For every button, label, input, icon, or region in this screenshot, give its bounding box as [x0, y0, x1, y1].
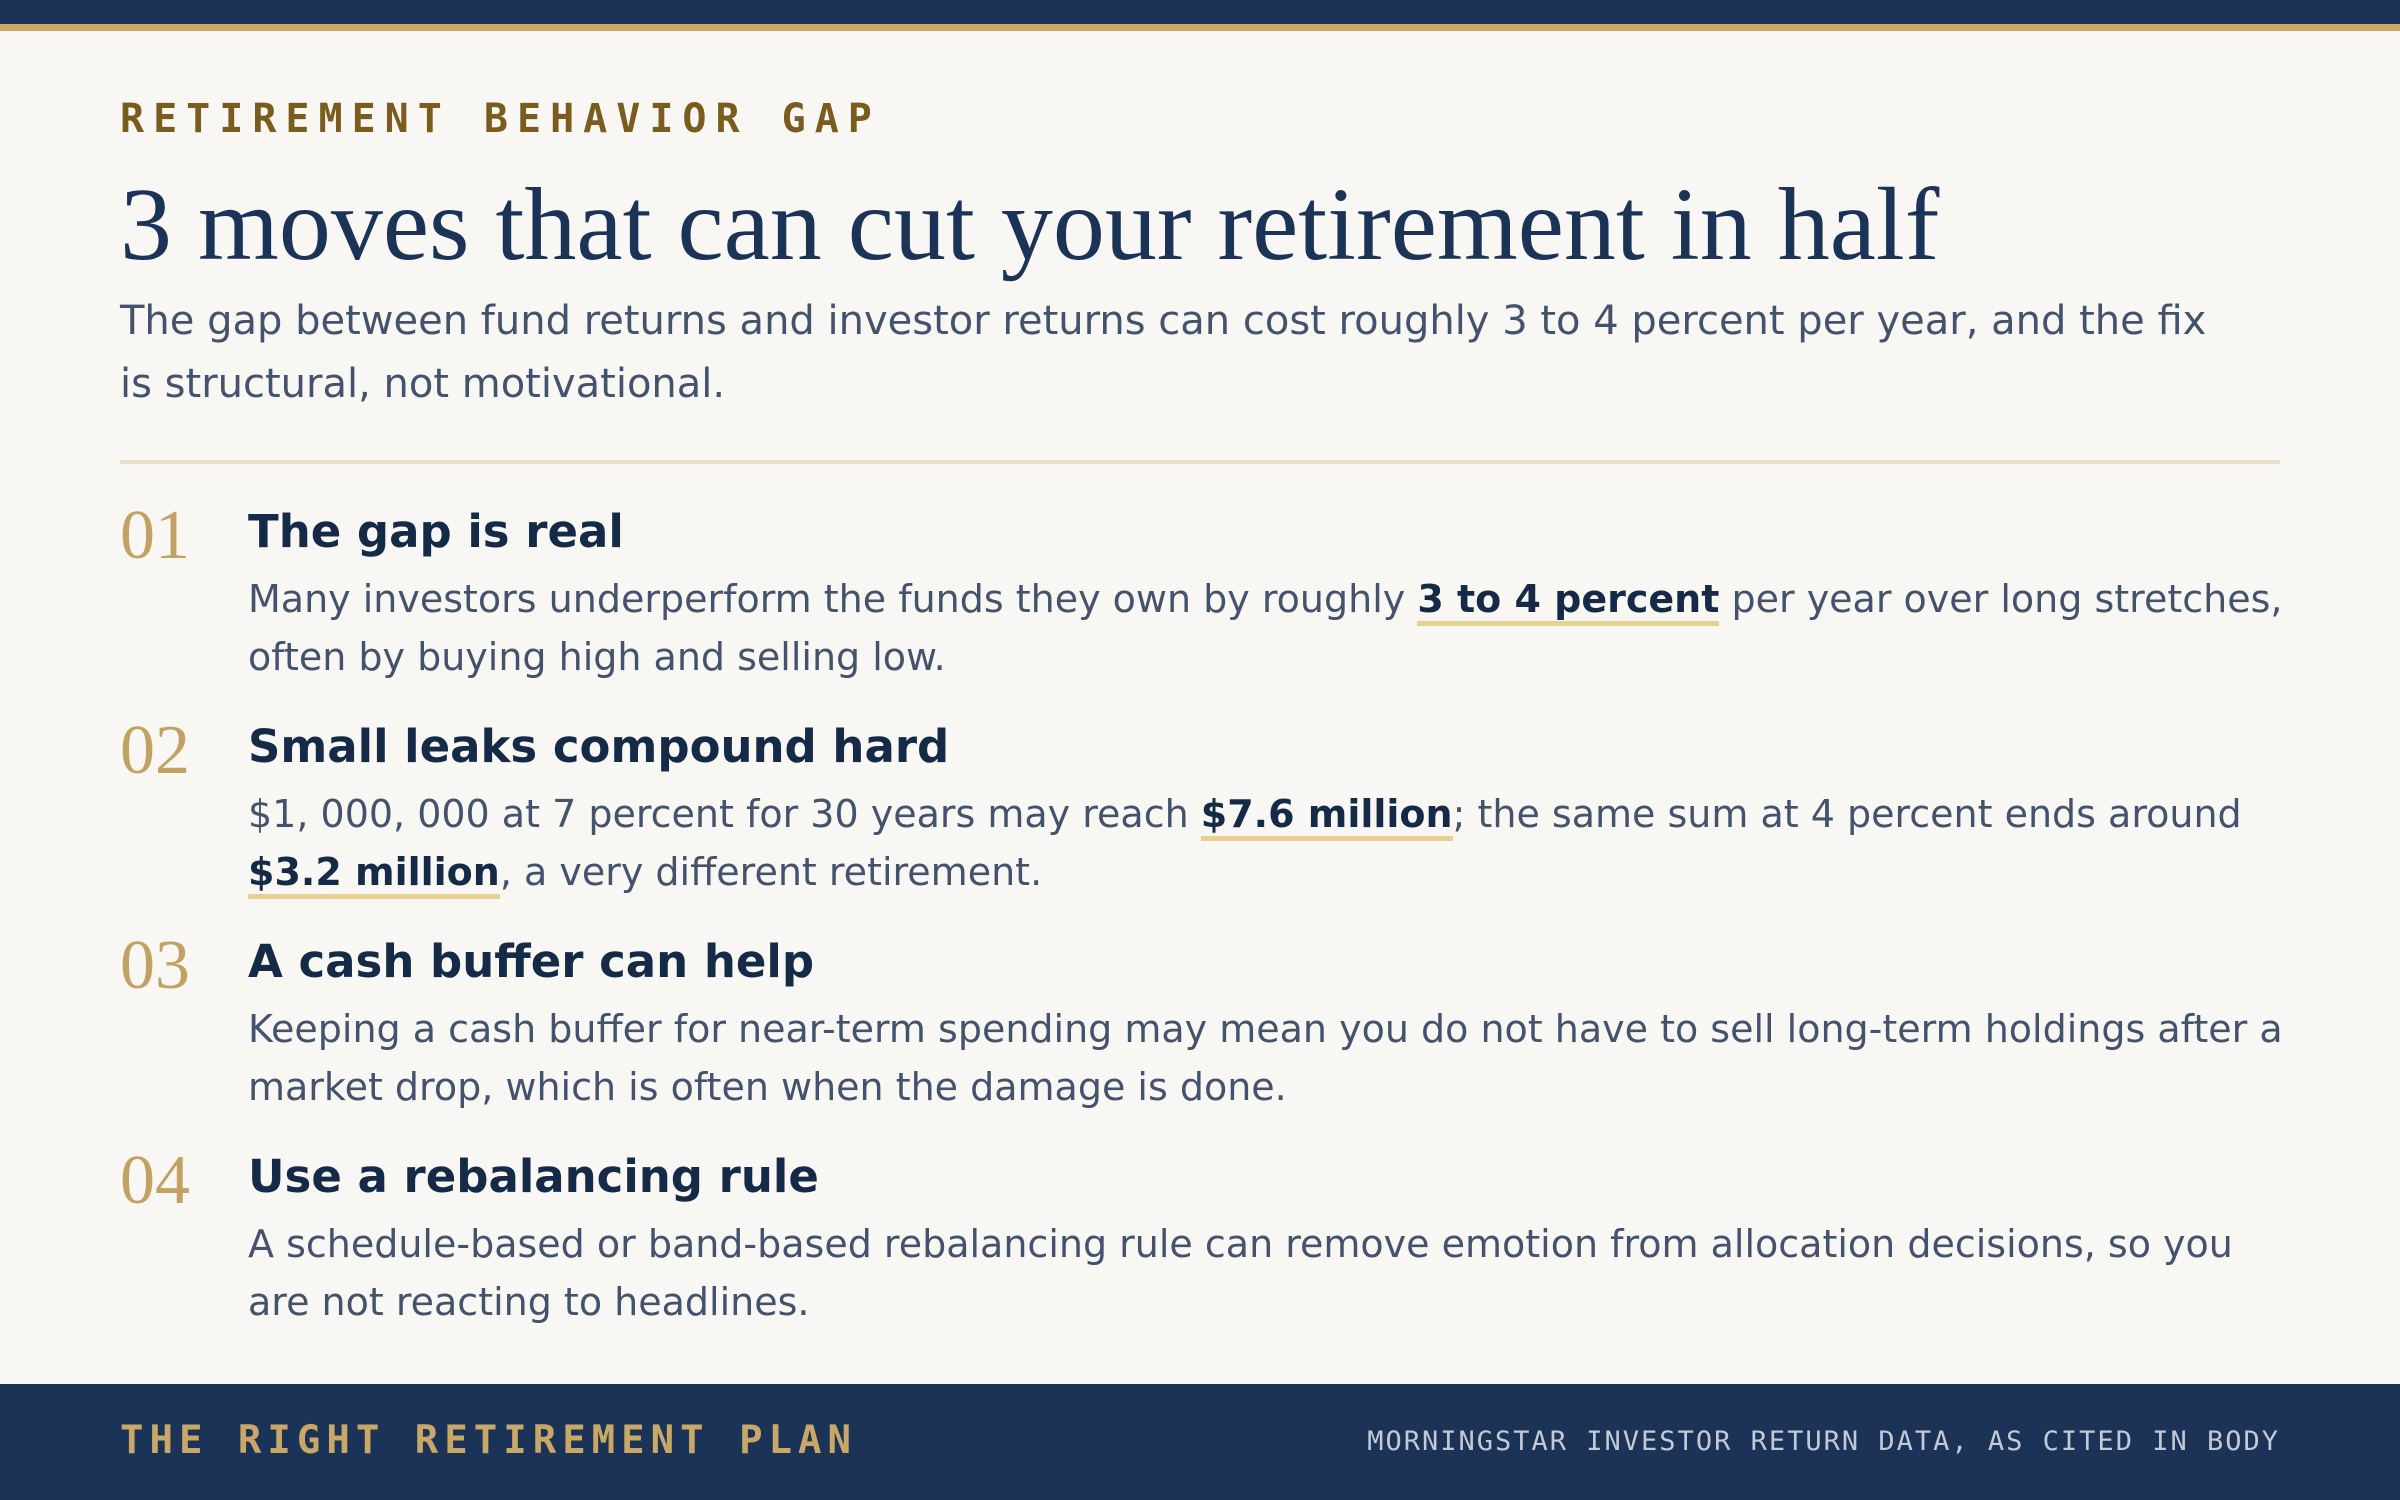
- body-text: Keeping a cash buffer for near-term spending may mean you do not have to sell long-term holdings after a market drop, which is often when the damage is done.: [248, 1007, 2283, 1109]
- footer-brand: THE RIGHT RETIREMENT PLAN: [120, 1418, 857, 1463]
- highlight-figure: $7.6 million: [1201, 792, 1453, 841]
- body-text: A schedule-based or band-based rebalancing rule can remove emotion from allocation decisions, so you are not reacting to headlines.: [248, 1222, 2233, 1324]
- body-text: Many investors underperform the funds they own by roughly: [248, 577, 1418, 621]
- item-number: 02: [120, 712, 190, 789]
- item-title: Use a rebalancing rule: [248, 1150, 819, 1203]
- body-text: $1, 000, 000 at 7 percent for 30 years may reach: [248, 792, 1201, 836]
- item-title: Small leaks compound hard: [248, 720, 950, 773]
- item-body: [248, 785, 2288, 901]
- item-body: [248, 570, 2288, 686]
- top-accent-rule: [0, 24, 2400, 31]
- moves-list: [120, 496, 2283, 1356]
- list-item-gap-is-real: [120, 496, 2283, 711]
- item-number: 01: [120, 497, 190, 574]
- list-item-small-leaks: [120, 711, 2280, 926]
- highlight-figure: $3.2 million: [248, 850, 500, 899]
- footer-source-note: MORNINGSTAR INVESTOR RETURN DATA, AS CITED IN BODY: [1367, 1426, 2280, 1457]
- section-divider: [120, 460, 2280, 464]
- item-title: A cash buffer can help: [248, 935, 815, 988]
- list-item-rebalancing-rule: [120, 1141, 2280, 1356]
- item-number: 03: [120, 927, 190, 1004]
- highlight-figure: 3 to 4 percent: [1417, 577, 1719, 626]
- body-text: , a very different retirement.: [499, 850, 1043, 894]
- list-item-cash-buffer: [120, 926, 2283, 1141]
- item-title: The gap is real: [248, 505, 624, 558]
- top-bar: [0, 0, 2400, 24]
- eyebrow-label: RETIREMENT BEHAVIOR GAP: [120, 96, 881, 142]
- body-text: ; the same sum at 4 percent ends around: [1452, 792, 2242, 836]
- item-body: [248, 1000, 2288, 1116]
- item-number: 04: [120, 1142, 190, 1219]
- page-title: 3 moves that can cut your retirement in half: [120, 167, 1940, 282]
- footer-bar: [0, 1384, 2400, 1500]
- item-body: [248, 1215, 2288, 1331]
- body-text: per year over long stretches, often by buying high and selling low.: [248, 577, 2283, 679]
- page-subtitle: The gap between fund returns and investor returns can cost roughly 3 to 4 percent per year, and the fix is structural, not motivational.: [120, 298, 2207, 407]
